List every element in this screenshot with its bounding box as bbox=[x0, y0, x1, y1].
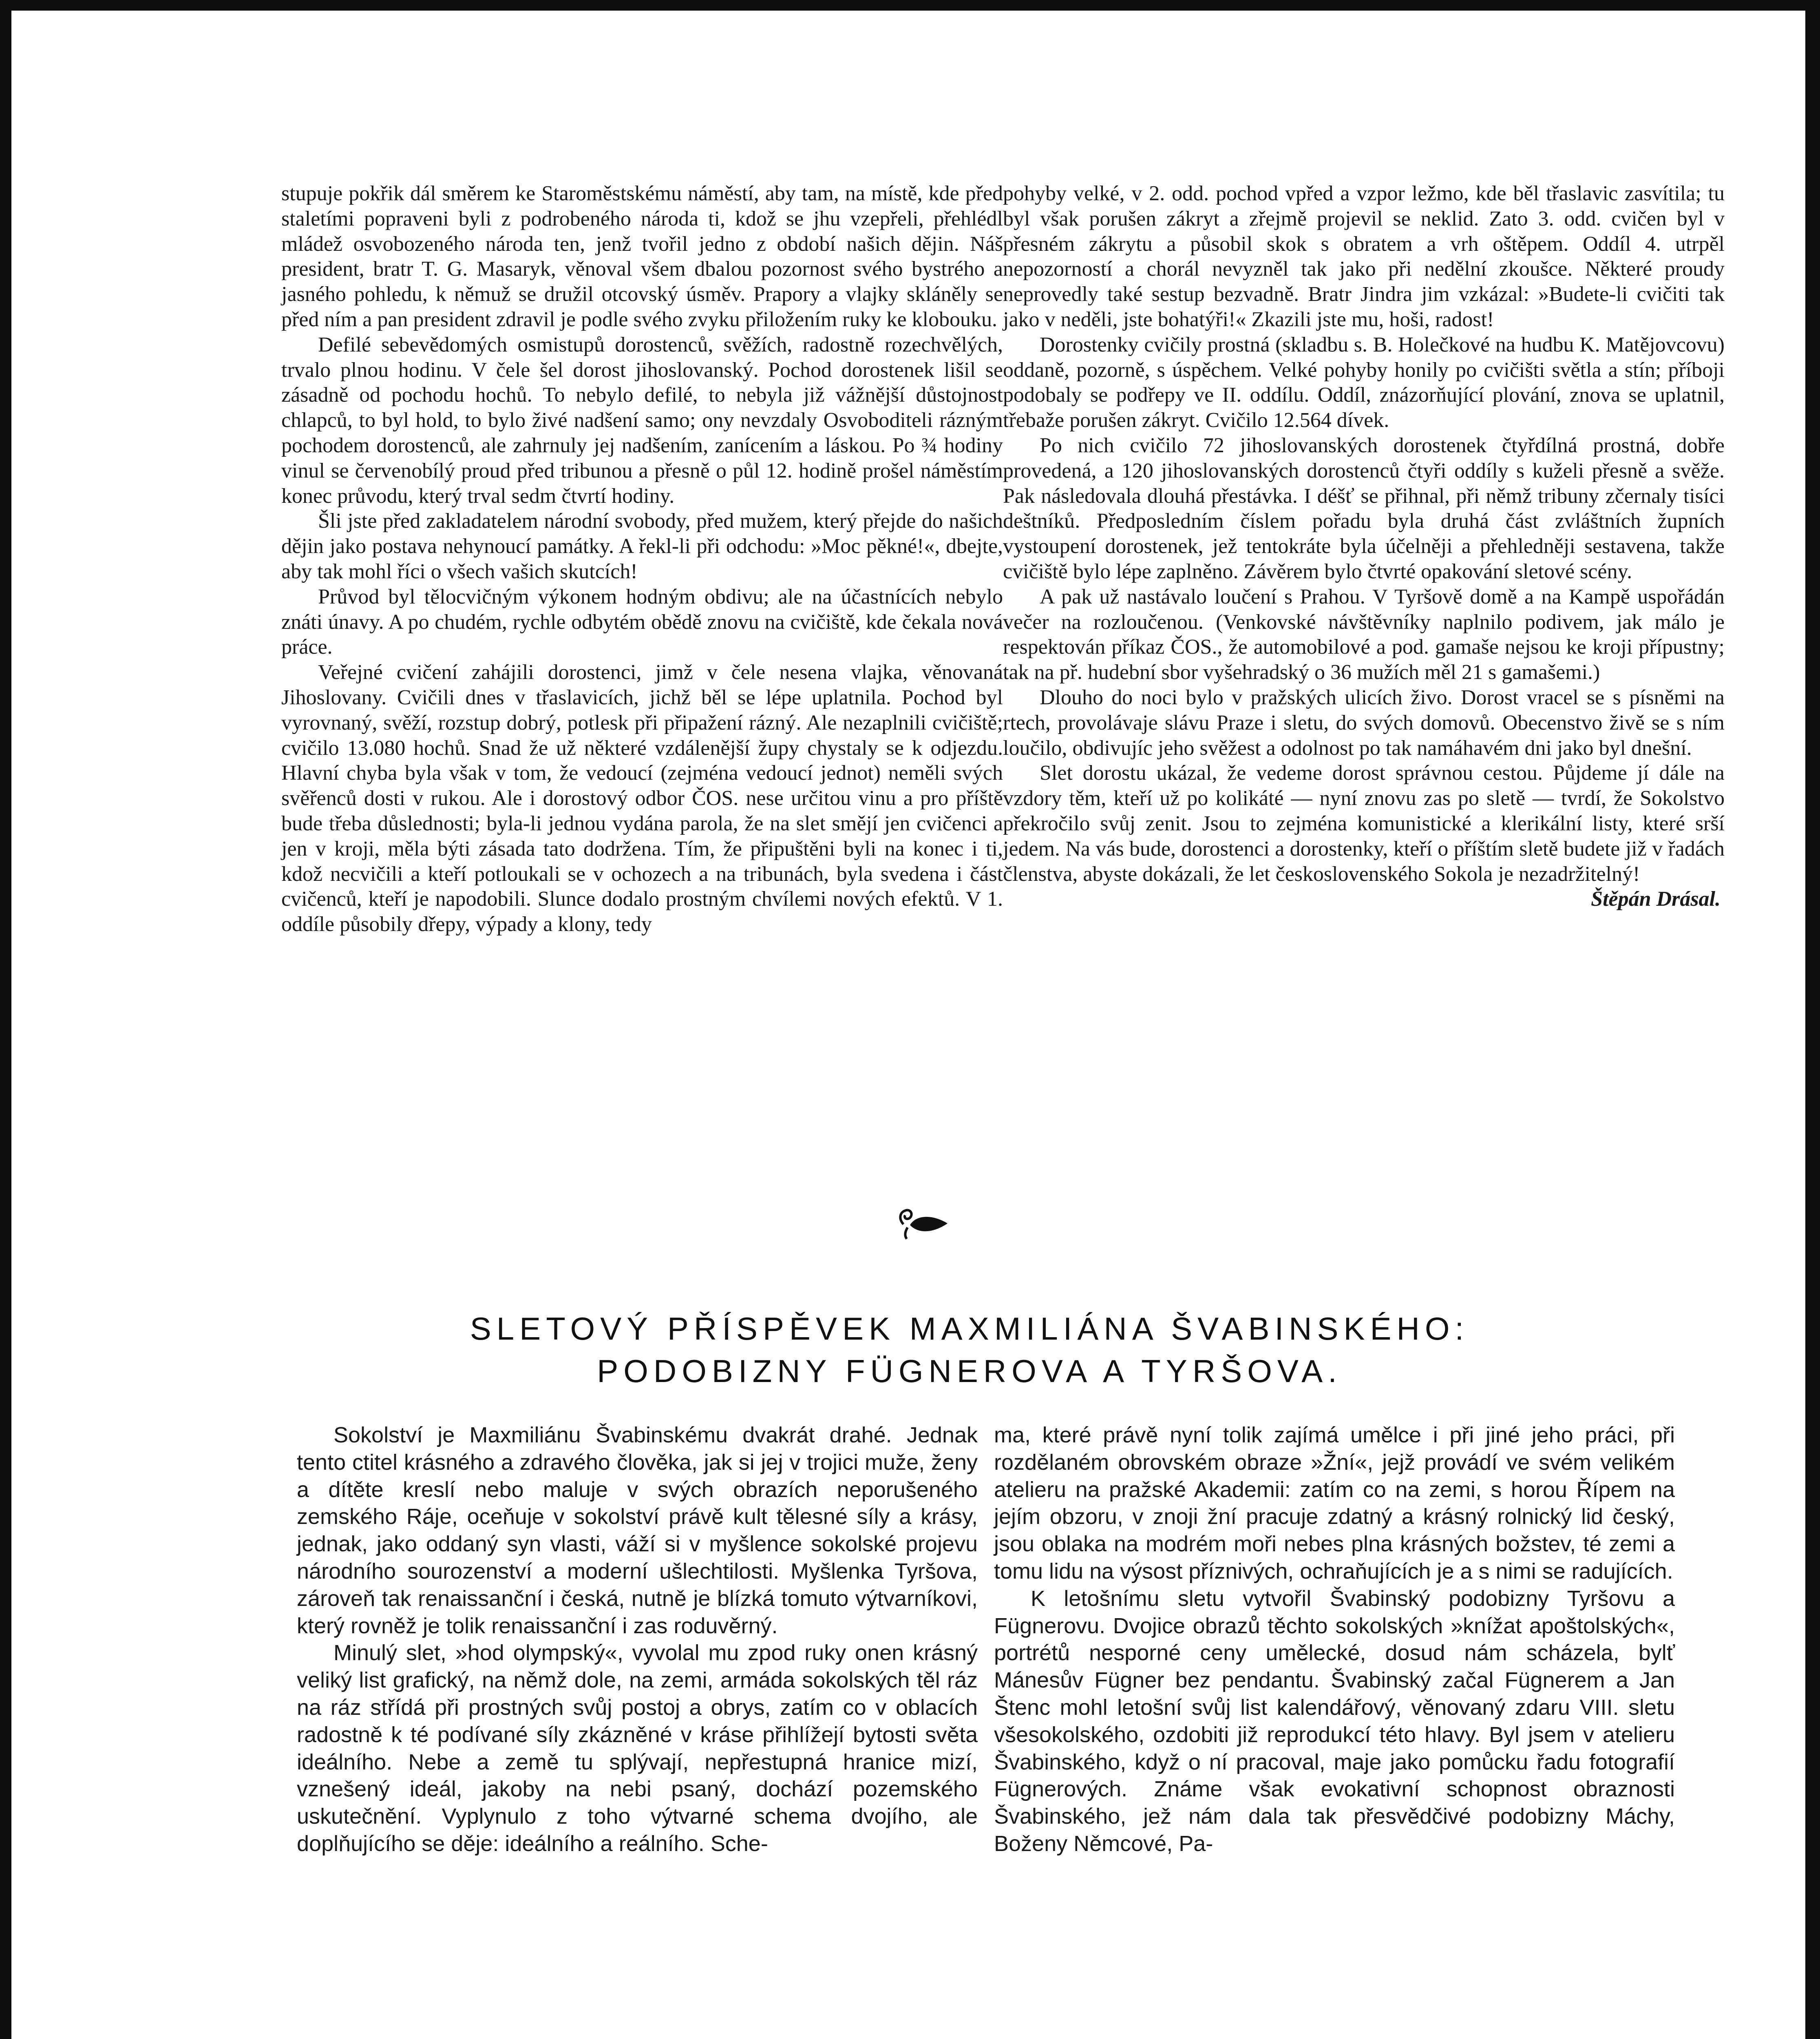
top-article-right-column bbox=[1003, 181, 1725, 912]
paragraph: Dorostenky cvičily prostná (skladbu s. B. Holečkové na hudbu K. Matějovcovu) oddaně, pozorně, s úspěchem. Velké pohyby honily po cvičišti světla a stín; příboji podobaly se podřepy ve II. oddílu. Oddíl, znázorňující plování, znova se uplatnil, třebaže porušen zákryt. Cvičilo 12.564 dívek. bbox=[1003, 333, 1725, 432]
title-line: PODOBIZNY FÜGNEROVA A TYRŠOVA. bbox=[597, 1353, 1342, 1389]
paragraph: Po nich cvičilo 72 jihoslovanských dorostenek čtyřdílná prostná, dobře provedená, a 120 jihoslovanských dorostenců čtyři oddíly s kuželi přesně a svěže. Pak následovala dlouhá přestávka. I déšť se přihnal, při němž tribuny zčernaly tisíci deštníků. Předposledním číslem pořadu byla druhá část zvláštních župních vystoupení dorostenek, jež tentokráte byla účelněji a přehledněji sestavena, takže cvičiště bylo lépe zaplněno. Závěrem bylo čtvrté opakování sletové scény. bbox=[1003, 433, 1725, 583]
paragraph: Minulý slet, »hod olympský«, vyvolal mu zpod ruky onen krásný veliký list grafický, na němž dole, na zemi, armáda sokolských těl ráz na ráz střídá při prostných svůj postoj a obrys, zatím co v oblacích radostně k té podívané síly zkázněné v kráse přihlížejí bytosti světa ideálního. Nebe a země tu splývají, nepřestupná hranice mizí, vznešený ideál, jakoby na nebi psaný, dochází pozemského uskutečnění. Vyplynulo z toho výtvarné schema dvojího, ale doplňujícího se děje: ideálního a reálního. Sche- bbox=[297, 1641, 978, 1856]
paragraph: Průvod byl tělocvičným výkonem hodným obdivu; ale na účastnících nebylo znáti únavy. A po chudém, rychle odbytém obědě znovu na cvičiště, kde čekala nová práce. bbox=[281, 585, 1003, 659]
paragraph: Slet dorostu ukázal, že vedeme dorost správnou cestou. Půjdeme jí dále na vzdory těm, kteří už po kolikáté — nyní znovu zas po sletě — tvrdí, že Sokolstvo překročilo svůj zenit. Jsou to zejména komunistické a klerikální listy, které srší jedem. Na vás bude, dorostenci a dorostenky, kteří o příštím sletě budete již v řadách členstva, abyste dokázali, že let československého Sokola je nezadržitelný! bbox=[1003, 761, 1725, 886]
paragraph: Veřejné cvičení zahájili dorostenci, jimž v čele nesena vlajka, věnovaná Jihoslovany. Cvičili dnes v třaslavicích, jichž běl se lépe uplatnila. Pochod byl vyrovnaný, svěží, rozstup dobrý, potlesk při připažení rázný. Ale nezaplnili cvičiště; cvičilo 13.080 hochů. Snad že už některé vzdálenější župy chystaly se k odjezdu. Hlavní chyba byla však v tom, že vedoucí (zejména vedoucí jednot) neměli svých svěřenců dosti v rukou. Ale i dorostový odbor ČOS. nese určitou vinu a pro příště bude třeba důslednosti; byla-li jednou vydána parola, že na slet smějí jen cvičenci a jen v kroji, měla býti zásada tato dodržena. Tím, že připuštěni byli na konec i ti, kdož necvičili a kteří potloukali se v ochozech a na tribunách, byla svedena i část cvičenců, kteří je napodobili. Slunce dodalo prostným chvílemi nových efektů. V 1. oddíle působily dřepy, výpady a klony, tedy bbox=[281, 661, 1003, 936]
top-article-left-column bbox=[281, 181, 1003, 937]
paragraph: A pak už nastávalo loučení s Prahou. V Tyršově domě a na Kampě uspořádán večer na rozloučenou. (Venkovské návštěvníky naplnilo podivem, jak málo je respektován příkaz ČOS., že automobilové a pod. gamaše nejsou ke kroji přípustny; tak na př. hudební sbor vyšehradský o 36 mužích měl 21 s gamašemi.) bbox=[1003, 585, 1725, 684]
article-title bbox=[297, 1307, 1642, 1392]
leaf-ornament-icon bbox=[895, 1205, 952, 1241]
paragraph: ma, které právě nyní tolik zajímá umělce i při jiné jeho práci, při rozdělaném obrovském obraze »Žní«, jejž provádí ve svém velikém atelieru na pražské Akademii: zatím co na zemi, s horou Řípem na jejím obzoru, v znoji žní pracuje zdatný a krásný rolnický lid český, jsou oblaka na modrém moři nebes plna krásných božstev, té zemi a tomu lidu na výsost příznivých, ochraňujících je a s nimi se radujících. bbox=[994, 1423, 1675, 1583]
second-article-left-column bbox=[297, 1422, 978, 1858]
title-line: SLETOVÝ PŘÍSPĚVEK MAXMILIÁNA ŠVABINSKÉHO: bbox=[470, 1311, 1469, 1347]
magazine-page bbox=[11, 11, 1805, 2039]
paragraph: Šli jste před zakladatelem národní svobody, před mužem, který přejde do našich dějin jako postava nehynoucí památky. A řekl-li při odchodu: »Moc pěkné!«, dbejte, aby tak mohl říci o všech vašich skutcích! bbox=[281, 509, 1003, 583]
author-signature: Štěpán Drásal. bbox=[1591, 887, 1721, 911]
paragraph: K letošnímu sletu vytvořil Švabinský podobizny Tyršovu a Fügnerovu. Dvojice obrazů těchto sokolských »knížat apoštolských«, portrétů nesporné ceny umělecké, dosud nám scházela, bylť Mánesův Fügner bez pendantu. Švabinský začal Fügnerem a Jan Štenc mohl letošní svůj list kalendářový, věnovaný zdaru VIII. sletu všesokolského, ozdobiti již reprodukcí této hlavy. Byl jsem v atelieru Švabinského, když o ní pracoval, maje jako pomůcku řadu fotografií Fügnerových. Známe však evokativní schopnost obraznosti Švabinského, jež nám dala tak přesvědčivé podobizny Máchy, Boženy Němcové, Pa- bbox=[994, 1586, 1675, 1856]
paragraph: Dlouho do noci bylo v pražských ulicích živo. Dorost vracel se s písněmi na rtech, provolávaje slávu Praze i sletu, do svých domovů. Obecenstvo živě se s ním loučilo, obdivujíc jeho svěžest a odolnost po tak namáhavém dni jako byl dnešní. bbox=[1003, 686, 1725, 760]
paragraph: stupuje pokřik dál směrem ke Staroměstskému náměstí, aby tam, na místě, kde před staletími popraveni byli z podrobeného národa ti, kdož se jhu vzepřeli, přehlédl mládež osvobozeného národa ten, jenž tvořil jedno z období našich dějin. Náš president, bratr T. G. Masaryk, věnoval všem dbalou pozornost svého bystrého a jasného pohledu, k němuž se družil otcovský úsměv. Prapory a vlajky skláněly se před ním a pan president zdravil je podle svého zvyku přiložením ruky ke klobouku. bbox=[281, 182, 1003, 331]
paragraph: Defilé sebevědomých osmistupů dorostenců, svěžích, radostně rozechvělých, trvalo plnou hodinu. V čele šel dorost jihoslovanský. Pochod dorostenek lišil se zásadně od pochodu hochů. To nebylo defilé, to nebyla již vážnější důstojnost chlapců, to byl hold, to bylo živé nadšení samo; ony nevzdaly Osvoboditeli rázným pochodem dorostenců, ale zahrnuly jej nadšením, zanícením a láskou. Po ¾ hodiny vinul se červenobílý proud před tribunou a přesně o půl 12. hodině prošel náměstím konec průvodu, který trval sedm čtvrtí hodiny. bbox=[281, 333, 1003, 508]
paragraph: Sokolství je Maxmiliánu Švabinskému dvakrát drahé. Jednak tento ctitel krásného a zdravého člověka, jak si jej v trojici muže, ženy a dítěte kreslí nebo maluje v svých obrazích neporušeného zemského Ráje, oceňuje v sokolství právě kult tělesné síly a krásy, jednak, jako oddaný syn vlasti, váží si v myšlence sokolské projevu národního sourozenství a moderní ušlechtilosti. Myšlenka Tyršova, zároveň tak renaissanční i česká, nutně je blízká tomuto výtvarníkovi, který rovněž je tolik renaissanční i zas roduvěrný. bbox=[297, 1423, 978, 1638]
second-article-right-column bbox=[994, 1422, 1675, 1858]
paragraph: pohyby velké, v 2. odd. pochod vpřed a vzpor ležmo, kde běl třaslavic zasvítila; tu byl však porušen zákryt a zřejmě projevil se neklid. Zato 3. odd. cvičen byl v přesném zákrytu a působil skok s obratem a vrh oštěpem. Oddíl 4. utrpěl nepozorností a chorál nevyzněl tak jako při nedělní zkoušce. Některé proudy neprovedly také sestup bezvadně. Bratr Jindra jim vzkázal: »Budete-li cvičiti tak jako v neděli, jste bohatýři!« Zkazili jste mu, hoši, radost! bbox=[1003, 182, 1725, 331]
